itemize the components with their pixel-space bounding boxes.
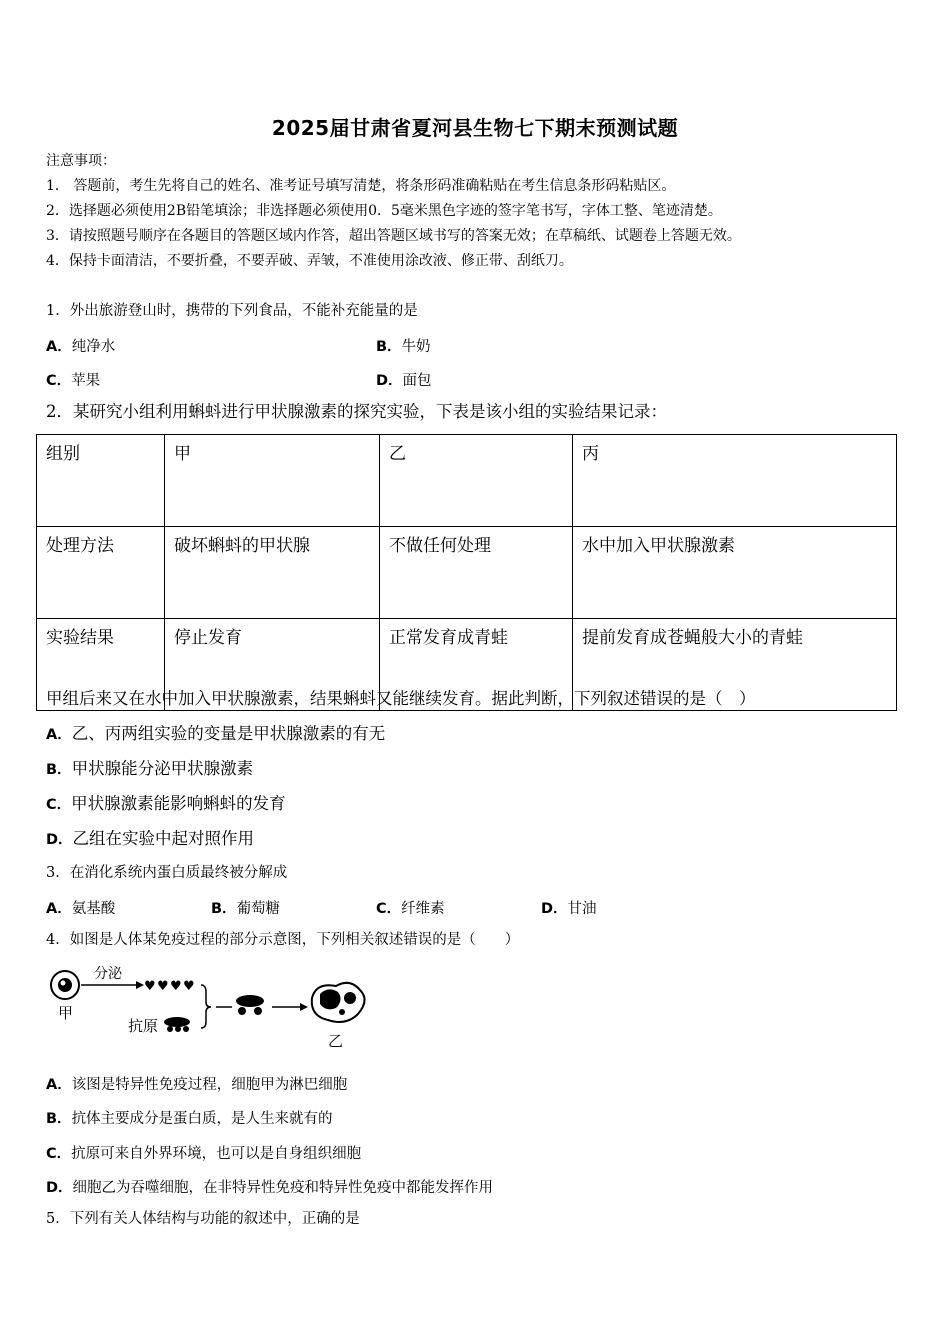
- q2-followup: 甲组后来又在水中加入甲状腺激素，结果蝌蚪又能继续发育。据此判断，下列叙述错误的是（ ）: [46, 689, 756, 708]
- option-text: 细胞乙为吞噬细胞，在非特异性免疫和特异性免疫中都能发挥作用: [72, 1180, 494, 1196]
- option-text: 纤维素: [401, 901, 445, 917]
- q2-option-b: [46, 759, 253, 780]
- antigen-label: 抗原: [128, 1017, 159, 1035]
- table-cell: 丙: [573, 435, 897, 527]
- option-text: 抗体主要成分是蛋白质，是人生来就有的: [71, 1111, 333, 1127]
- option-letter: C．: [46, 373, 72, 389]
- option-letter: A．: [46, 901, 72, 917]
- q4-option-d: [46, 1176, 493, 1197]
- q3-stem: 3．在消化系统内蛋白质最终被分解成: [46, 865, 288, 881]
- q1-option-a: [46, 335, 115, 356]
- table-cell: 破坏蝌蚪的甲状腺: [165, 527, 380, 619]
- table-cell: 停止发育: [165, 619, 380, 711]
- q3-option-c: [376, 897, 445, 918]
- lymphocyte-icon: [51, 971, 79, 999]
- arrow-head-icon: [136, 981, 144, 989]
- q4-stem: 4．如图是人体某免疫过程的部分示意图，下列相关叙述错误的是（ ）: [46, 932, 520, 948]
- table-cell: 正常发育成青蛙: [380, 619, 573, 711]
- table-cell: 处理方法: [37, 527, 165, 619]
- table-row: [37, 527, 897, 619]
- brace: [201, 985, 211, 1028]
- option-letter: B．: [211, 901, 237, 917]
- option-text: 该图是特异性免疫过程，细胞甲为淋巴细胞: [71, 1077, 348, 1093]
- option-text: 抗原可来自外界环境，也可以是自身组织细胞: [71, 1146, 362, 1162]
- q3-option-d: [541, 897, 597, 918]
- option-letter: C．: [46, 1146, 72, 1162]
- option-text: 牛奶: [401, 339, 431, 355]
- notes-heading: 注意事项：: [46, 153, 116, 169]
- option-letter: A．: [46, 727, 72, 743]
- q4-option-a: [46, 1073, 347, 1094]
- page-title: 2025届甘肃省夏河县生物七下期末预测试题: [271, 116, 679, 140]
- option-letter: D．: [541, 901, 568, 917]
- option-letter: B．: [46, 762, 72, 778]
- option-letter: B．: [376, 339, 402, 355]
- table-cell: 乙: [380, 435, 573, 527]
- q5-stem: 5．下列有关人体结构与功能的叙述中，正确的是: [46, 1211, 360, 1227]
- note-item-2: 2．选择题必须使用2B铅笔填涂；非选择题必须使用0．5毫米黑色字迹的签字笔书写，字体工整、笔迹清楚。: [46, 203, 722, 219]
- svg-text:♥: ♥: [170, 979, 182, 994]
- experiment-table: [36, 434, 897, 711]
- option-text: 葡萄糖: [236, 901, 281, 917]
- q2-option-a: [46, 724, 385, 745]
- table-cell: 不做任何处理: [380, 527, 573, 619]
- option-letter: C．: [376, 901, 402, 917]
- option-text: 乙组在实验中起对照作用: [72, 829, 255, 848]
- table-cell: 组别: [37, 435, 165, 527]
- svg-text:♥: ♥: [183, 979, 195, 994]
- q3-option-b: [211, 897, 280, 918]
- note-item-3: 3．请按照题号顺序在各题目的答题区域内作答，超出答题区域书写的答案无效；在草稿纸、试题卷上答题无效。: [46, 228, 741, 244]
- cell-a-label: 甲: [58, 1004, 74, 1022]
- option-text: 甘油: [567, 901, 597, 917]
- q1-option-b: [376, 335, 431, 356]
- q4-option-c: [46, 1142, 361, 1163]
- svg-text:♥: ♥: [144, 979, 156, 994]
- q1-option-d: [376, 369, 432, 390]
- antigen-antibody-complex-icon: [236, 995, 264, 1015]
- q2-option-d: [46, 829, 254, 850]
- table-cell: 甲: [165, 435, 380, 527]
- q1-option-c: [46, 369, 100, 390]
- note-item-1: 1． 答题前，考生先将自己的姓名、准考证号填写清楚，将条形码准确粘贴在考生信息条形码粘贴区。: [46, 178, 676, 194]
- option-text: 氨基酸: [71, 901, 116, 917]
- note-item-4: 4．保持卡面清洁，不要折叠，不要弄破、弄皱，不准使用涂改液、修正带、刮纸刀。: [46, 253, 573, 269]
- antibody-icons: [144, 979, 195, 994]
- option-letter: D．: [46, 1180, 73, 1196]
- q4-option-b: [46, 1107, 333, 1128]
- antigen-icon: [164, 1017, 190, 1032]
- svg-text:♥: ♥: [157, 979, 169, 994]
- q3-option-a: [46, 897, 115, 918]
- secrete-label: 分泌: [94, 966, 122, 982]
- option-text: 面包: [402, 373, 432, 389]
- cell-b-label: 乙: [328, 1032, 344, 1050]
- option-text: 苹果: [71, 373, 101, 389]
- option-text: 纯净水: [71, 339, 116, 355]
- q2-stem: 2．某研究小组利用蝌蚪进行甲状腺激素的探究实验，下表是该小组的实验结果记录：: [46, 402, 667, 421]
- option-letter: D．: [46, 832, 73, 848]
- table-cell: 水中加入甲状腺激素: [573, 527, 897, 619]
- q2-option-c: [46, 794, 286, 815]
- option-letter: C．: [46, 797, 72, 813]
- option-letter: A．: [46, 1077, 72, 1093]
- arrow-head-icon: [300, 1003, 308, 1011]
- option-text: 甲状腺能分泌甲状腺激素: [71, 759, 254, 778]
- option-letter: B．: [46, 1111, 72, 1127]
- option-letter: D．: [376, 373, 403, 389]
- immune-process-diagram: [44, 960, 374, 1052]
- option-text: 甲状腺激素能影响蝌蚪的发育: [71, 794, 286, 813]
- option-text: 乙、丙两组实验的变量是甲状腺激素的有无: [71, 724, 386, 743]
- table-cell: 提前发育成苍蝇般大小的青蛙: [573, 619, 897, 711]
- table-row: [37, 435, 897, 527]
- table-cell: 实验结果: [37, 619, 165, 711]
- option-letter: A．: [46, 339, 72, 355]
- phagocyte-icon: [312, 983, 365, 1022]
- q1-stem: 1．外出旅游登山时，携带的下列食品，不能补充能量的是: [46, 303, 418, 319]
